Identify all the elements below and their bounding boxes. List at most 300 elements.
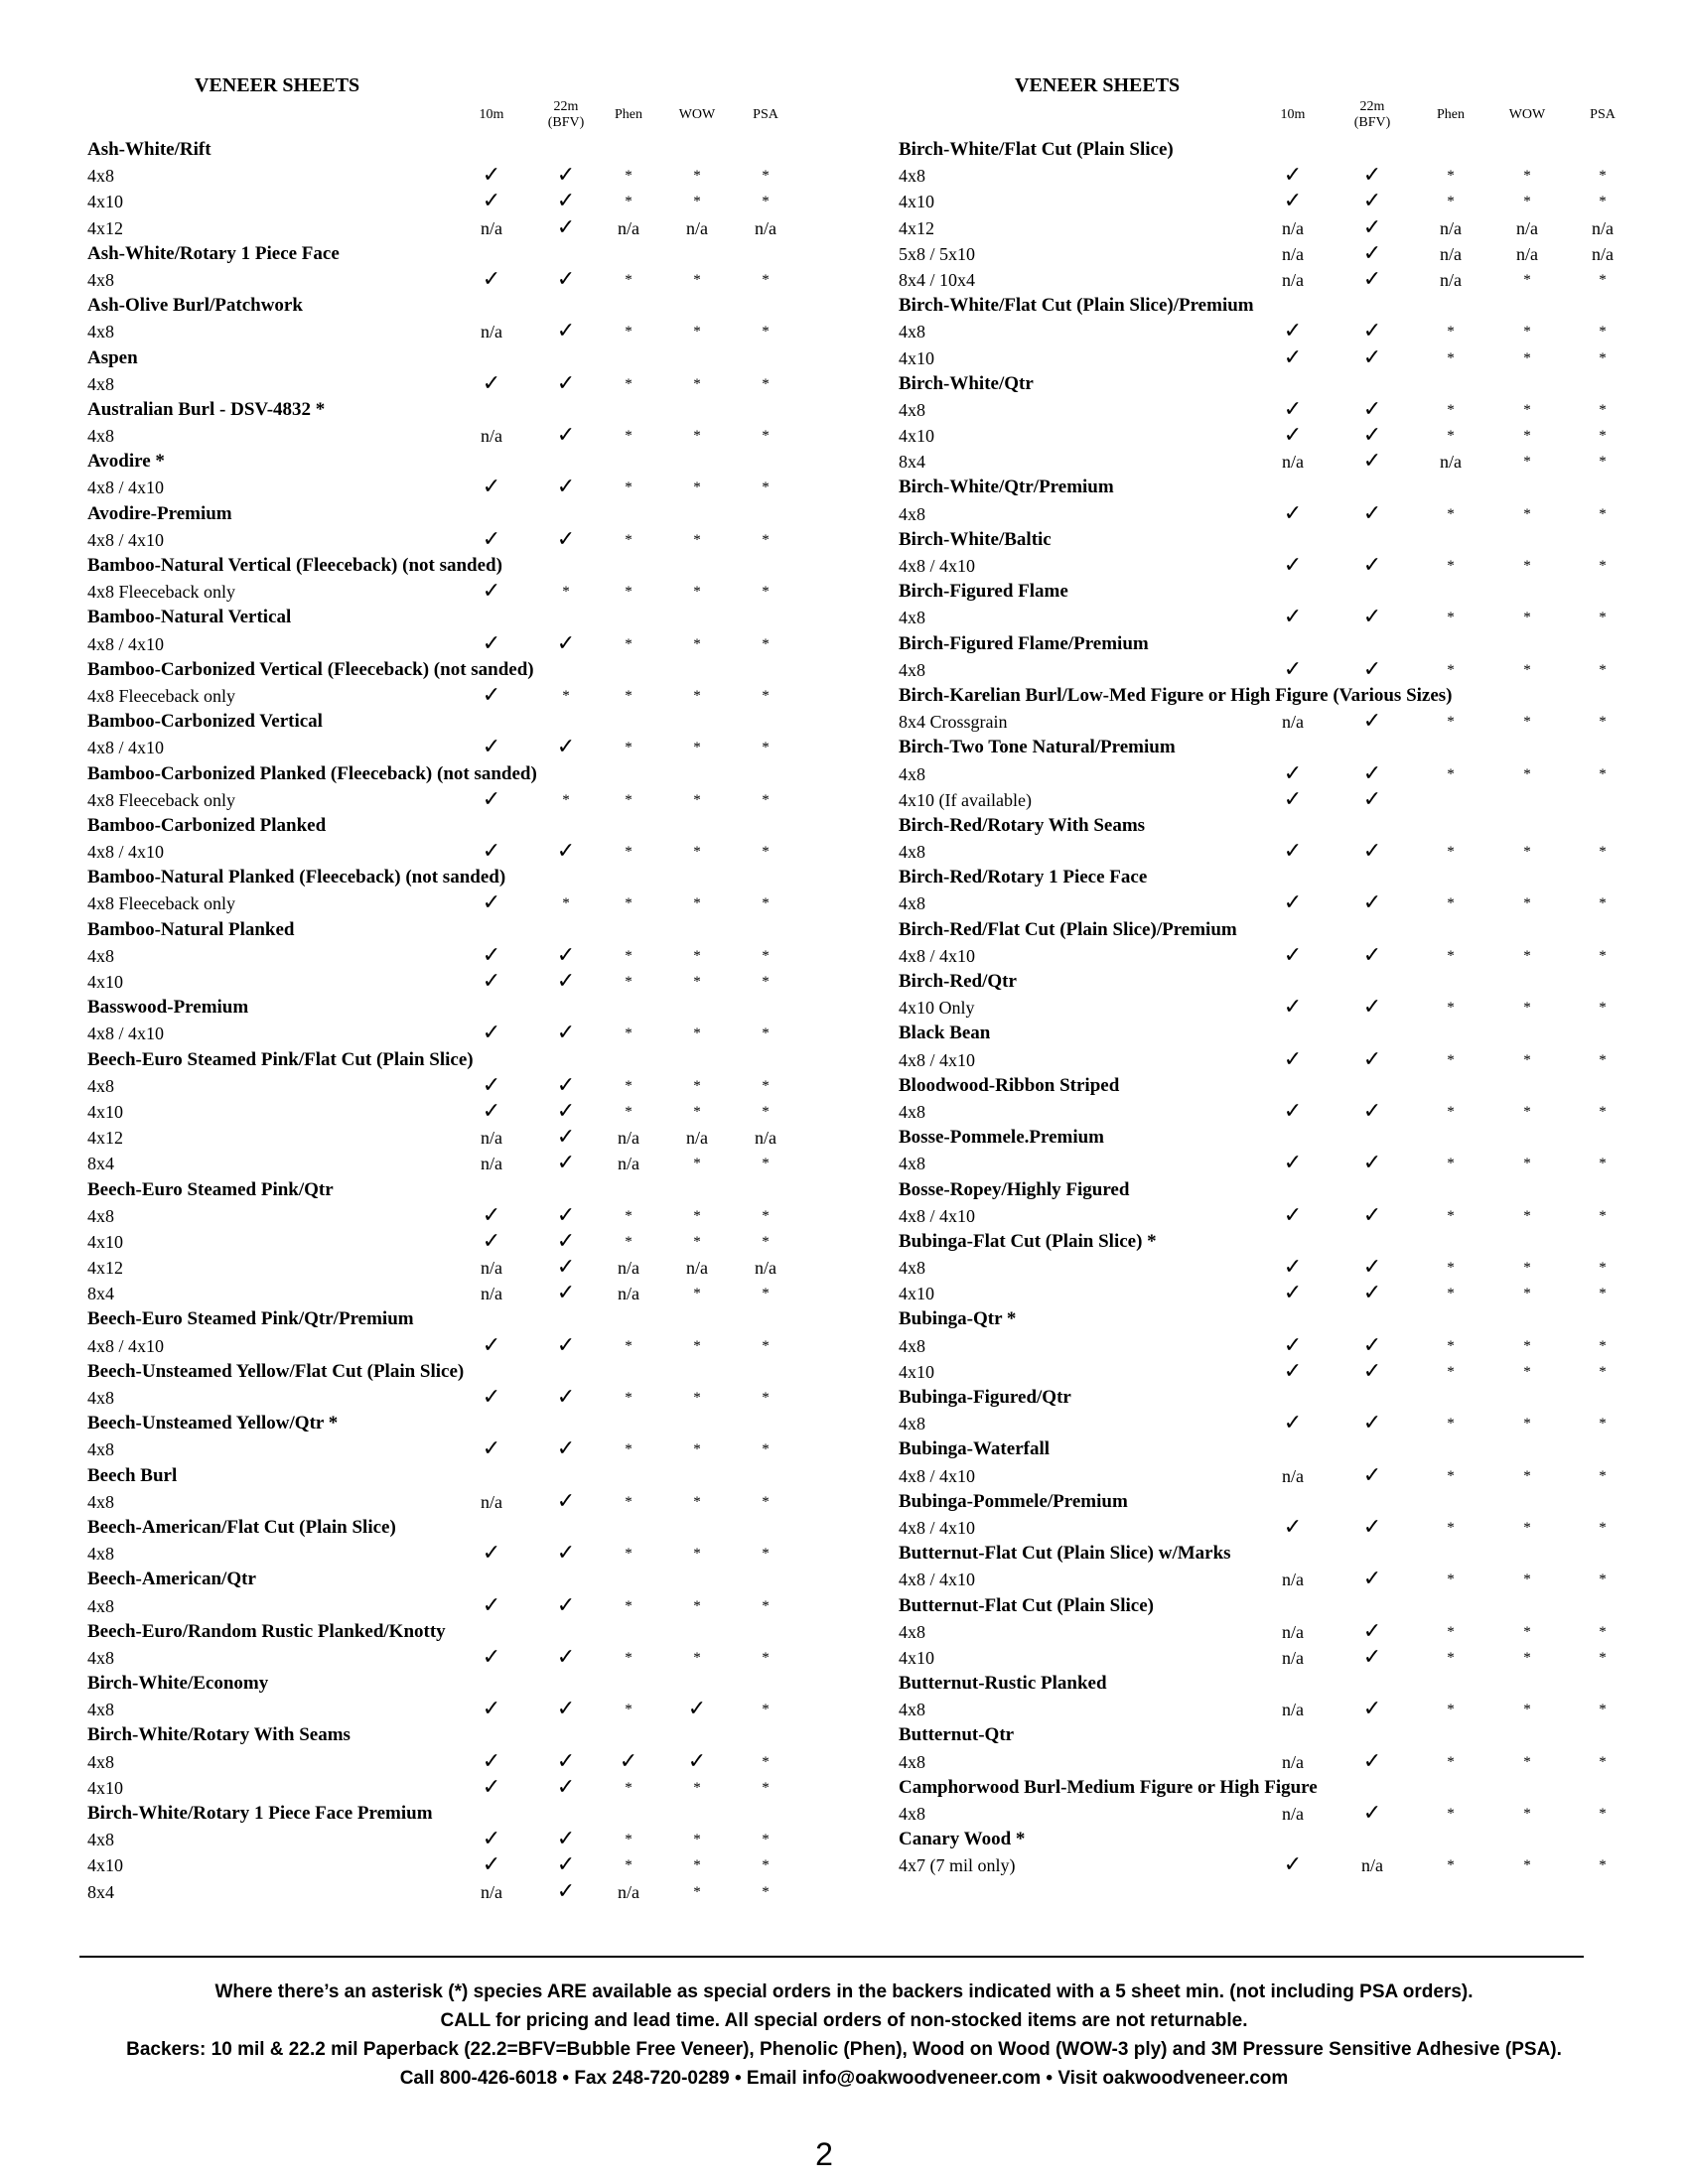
asterisk-mark: *: [1599, 1753, 1607, 1770]
asterisk-mark: *: [1447, 558, 1455, 574]
asterisk-mark: *: [1523, 505, 1531, 522]
checkmark-icon: ✓: [687, 1748, 707, 1774]
checkmark-icon: ✓: [1362, 1514, 1382, 1540]
header-label: 22m: [1359, 99, 1385, 114]
species-name: Birch-Figured Flame: [899, 581, 1068, 603]
asterisk-mark: *: [1447, 1207, 1455, 1224]
sheet-size: 4x10: [87, 1777, 123, 1798]
species-name: Bamboo-Natural Vertical: [87, 607, 292, 628]
size-row: [899, 1333, 1633, 1359]
sheet-size: 4x8: [899, 1700, 925, 1720]
availability-value: n/a: [1361, 1855, 1383, 1876]
species-name: Beech-American/Qtr: [87, 1569, 256, 1590]
checkmark-icon: ✓: [1362, 1255, 1382, 1281]
checkmark-icon: ✓: [482, 370, 501, 396]
checkmark-icon: ✓: [556, 1748, 576, 1774]
size-row: [87, 579, 802, 605]
asterisk-mark: *: [1599, 1623, 1607, 1640]
size-row: [899, 1047, 1633, 1073]
sheet-size: 4x8 / 4x10: [899, 945, 976, 966]
asterisk-mark: *: [693, 428, 701, 445]
species-name: Bosse-Pommele.Premium: [899, 1127, 1105, 1149]
availability-value: n/a: [686, 1128, 708, 1149]
asterisk-mark: *: [693, 1857, 701, 1874]
checkmark-icon: ✓: [1362, 500, 1382, 526]
species-name: Australian Burl - DSV-4832 *: [87, 398, 326, 420]
footer-notes: [40, 1978, 1648, 2093]
sheet-size: 4x8 Fleeceback only: [87, 789, 235, 810]
asterisk-mark: *: [1523, 271, 1531, 288]
size-row: [87, 1852, 802, 1878]
sheet-size: 4x8 / 4x10: [87, 842, 165, 863]
asterisk-mark: *: [1599, 1519, 1607, 1536]
asterisk-mark: *: [1447, 1416, 1455, 1433]
sheet-size: 4x8: [899, 1154, 925, 1174]
asterisk-mark: *: [1447, 1753, 1455, 1770]
asterisk-mark: *: [1523, 947, 1531, 964]
sheet-size: 4x8: [899, 1621, 925, 1642]
asterisk-mark: *: [1447, 505, 1455, 522]
sheet-size: 4x8: [899, 1804, 925, 1824]
availability-value: n/a: [1592, 243, 1614, 264]
size-row: [899, 1281, 1633, 1306]
size-row: [899, 215, 1633, 241]
checkmark-icon: ✓: [1283, 1514, 1303, 1540]
availability-value: n/a: [618, 1128, 639, 1149]
checkmark-icon: ✓: [556, 1852, 576, 1878]
asterisk-mark: *: [625, 1597, 633, 1614]
checkmark-icon: ✓: [556, 319, 576, 344]
sheet-size: 4x8: [899, 1335, 925, 1356]
asterisk-mark: *: [693, 1390, 701, 1406]
checkmark-icon: ✓: [1362, 1748, 1382, 1774]
column-header-cell: [1263, 107, 1323, 123]
asterisk-mark: *: [762, 1103, 770, 1120]
size-row: [87, 1541, 802, 1567]
asterisk-mark: *: [1523, 1649, 1531, 1666]
asterisk-mark: *: [625, 635, 633, 652]
checkmark-icon: ✓: [482, 163, 501, 189]
asterisk-mark: *: [1523, 168, 1531, 185]
asterisk-mark: *: [1599, 1363, 1607, 1380]
size-row: [87, 475, 802, 500]
sheet-size: 5x8 / 5x10: [899, 243, 976, 264]
checkmark-icon: ✓: [556, 1774, 576, 1800]
species-name: Bloodwood-Ribbon Striped: [899, 1074, 1120, 1096]
sheet-size: 4x8: [899, 1414, 925, 1434]
asterisk-mark: *: [693, 531, 701, 548]
sheet-size: 4x12: [87, 1258, 123, 1279]
checkmark-icon: ✓: [1362, 709, 1382, 735]
asterisk-mark: *: [762, 1493, 770, 1510]
size-row: [899, 345, 1633, 371]
species-name: Bamboo-Carbonized Vertical: [87, 711, 323, 733]
checkmark-icon: ✓: [556, 839, 576, 865]
size-row: [87, 1436, 802, 1462]
size-row: [87, 1333, 802, 1359]
checkmark-icon: ✓: [1362, 240, 1382, 266]
asterisk-mark: *: [1523, 1857, 1531, 1874]
asterisk-mark: *: [1599, 1857, 1607, 1874]
asterisk-mark: *: [562, 791, 570, 808]
size-row: [87, 1385, 802, 1411]
sheet-size: 4x8: [87, 426, 114, 447]
species-name: Canary Wood *: [899, 1829, 1026, 1850]
asterisk-mark: *: [1523, 1363, 1531, 1380]
sheet-size: 4x12: [87, 217, 123, 238]
sheet-size: 4x8 / 4x10: [87, 478, 165, 498]
asterisk-mark: *: [693, 1207, 701, 1224]
sheet-size: 4x8: [87, 1700, 114, 1720]
checkmark-icon: ✓: [1283, 1202, 1303, 1228]
sheet-size: 4x8 / 4x10: [899, 1205, 976, 1226]
availability-value: n/a: [481, 1491, 502, 1512]
size-row: [899, 501, 1633, 527]
sheet-size: 4x8: [87, 322, 114, 342]
asterisk-mark: *: [1523, 1156, 1531, 1172]
species-name: Birch-Red/Rotary 1 Piece Face: [899, 867, 1148, 888]
size-row: [87, 1255, 802, 1281]
availability-value: n/a: [1282, 1465, 1304, 1486]
checkmark-icon: ✓: [482, 1748, 501, 1774]
asterisk-mark: *: [625, 1702, 633, 1718]
availability-value: n/a: [1282, 1570, 1304, 1590]
asterisk-mark: *: [1447, 401, 1455, 418]
asterisk-mark: *: [1447, 1103, 1455, 1120]
asterisk-mark: *: [1447, 1519, 1455, 1536]
asterisk-mark: *: [1447, 1467, 1455, 1484]
sheet-size: 4x8: [87, 1595, 114, 1616]
sheet-size: 4x10: [87, 1855, 123, 1876]
asterisk-mark: *: [693, 271, 701, 288]
asterisk-mark: *: [762, 1233, 770, 1250]
species-name: Beech-Euro Steamed Pink/Qtr: [87, 1178, 334, 1200]
size-row: [87, 1593, 802, 1619]
checkmark-icon: ✓: [1283, 189, 1303, 214]
sheet-size: 4x8 / 4x10: [87, 1024, 165, 1044]
asterisk-mark: *: [1599, 428, 1607, 445]
species-list: [899, 137, 1633, 1879]
sheet-size: 4x8: [899, 1101, 925, 1122]
asterisk-mark: *: [693, 194, 701, 210]
sheet-size: 4x10: [899, 1647, 934, 1668]
size-row: [899, 1099, 1633, 1125]
asterisk-mark: *: [762, 531, 770, 548]
sheet-size: 4x12: [899, 217, 934, 238]
checkmark-icon: ✓: [1362, 1151, 1382, 1176]
asterisk-mark: *: [1523, 1753, 1531, 1770]
checkmark-icon: ✓: [482, 786, 501, 812]
checkmark-icon: ✓: [556, 735, 576, 760]
size-row: [899, 943, 1633, 969]
size-row: [899, 1749, 1633, 1775]
asterisk-mark: *: [762, 1779, 770, 1796]
asterisk-mark: *: [1523, 1623, 1531, 1640]
checkmark-icon: ✓: [556, 1697, 576, 1722]
species-name: Butternut-Qtr: [899, 1724, 1015, 1746]
sheet-size: 8x4: [899, 452, 925, 473]
asterisk-mark: *: [693, 1597, 701, 1614]
sheet-size: 4x7 (7 mil only): [899, 1855, 1016, 1876]
availability-value: n/a: [481, 1128, 502, 1149]
asterisk-mark: *: [625, 740, 633, 756]
size-row: [87, 1073, 802, 1099]
availability-value: n/a: [481, 1154, 502, 1174]
asterisk-mark: *: [693, 479, 701, 496]
asterisk-mark: *: [693, 740, 701, 756]
size-row: [899, 1619, 1633, 1645]
sheet-size: 4x8 / 4x10: [87, 529, 165, 550]
asterisk-mark: *: [693, 1441, 701, 1458]
asterisk-mark: *: [1447, 1051, 1455, 1068]
asterisk-mark: *: [762, 1077, 770, 1094]
asterisk-mark: *: [693, 1493, 701, 1510]
asterisk-mark: *: [762, 479, 770, 496]
size-row: [899, 1463, 1633, 1489]
checkmark-icon: ✓: [482, 1852, 501, 1878]
size-row: [899, 423, 1633, 449]
checkmark-icon: ✓: [619, 1748, 638, 1774]
column-header-cell: [1421, 107, 1480, 123]
checkmark-icon: ✓: [482, 682, 501, 708]
asterisk-mark: *: [625, 1103, 633, 1120]
availability-value: n/a: [618, 1258, 639, 1279]
sheet-size: 4x8: [899, 503, 925, 524]
right-column: [899, 71, 1633, 1879]
header-label: PSA: [1590, 107, 1616, 122]
species-name: Beech Burl: [87, 1464, 178, 1486]
asterisk-mark: *: [1599, 349, 1607, 366]
asterisk-mark: *: [693, 168, 701, 185]
asterisk-mark: *: [762, 1649, 770, 1666]
checkmark-icon: ✓: [1362, 319, 1382, 344]
sheet-size: 4x8 / 4x10: [899, 1049, 976, 1070]
asterisk-mark: *: [1599, 1702, 1607, 1718]
sheet-size: 4x10: [87, 1101, 123, 1122]
species-name: Birch-White/Economy: [87, 1673, 269, 1695]
checkmark-icon: ✓: [1362, 1046, 1382, 1072]
checkmark-icon: ✓: [556, 1541, 576, 1567]
checkmark-icon: ✓: [1283, 890, 1303, 916]
footer-note-asterisk: Where there’s an asterisk (*) species ARE available as special orders in the backers indicated with a 5 sheet min. (not including PSA orders).: [214, 1981, 1474, 2002]
availability-value: n/a: [686, 1258, 708, 1279]
availability-value: n/a: [618, 1881, 639, 1902]
asterisk-mark: *: [1599, 714, 1607, 731]
checkmark-icon: ✓: [556, 1644, 576, 1670]
asterisk-mark: *: [762, 1390, 770, 1406]
checkmark-icon: ✓: [1283, 995, 1303, 1021]
availability-value: n/a: [481, 1284, 502, 1304]
size-row: [87, 943, 802, 969]
asterisk-mark: *: [762, 1832, 770, 1848]
sheet-size: 4x12: [87, 1128, 123, 1149]
species-name: Birch-Red/Qtr: [899, 971, 1017, 992]
species-name: Birch-White/Qtr: [899, 372, 1034, 394]
availability-value: n/a: [755, 1128, 776, 1149]
size-row: [899, 189, 1633, 214]
sheet-size: 4x8: [87, 1491, 114, 1512]
checkmark-icon: ✓: [1362, 189, 1382, 214]
checkmark-icon: ✓: [1362, 423, 1382, 449]
asterisk-mark: *: [1599, 1571, 1607, 1588]
checkmark-icon: ✓: [1362, 656, 1382, 682]
size-row: [87, 1749, 802, 1775]
availability-value: n/a: [1440, 217, 1462, 238]
availability-value: n/a: [618, 217, 639, 238]
checkmark-icon: ✓: [1362, 760, 1382, 786]
asterisk-mark: *: [693, 947, 701, 964]
sheet-size: 4x10: [899, 1361, 934, 1382]
checkmark-icon: ✓: [1362, 1644, 1382, 1670]
sheet-size: 4x10: [899, 1284, 934, 1304]
checkmark-icon: ✓: [556, 1255, 576, 1281]
asterisk-mark: *: [762, 687, 770, 704]
asterisk-mark: *: [625, 271, 633, 288]
checkmark-icon: ✓: [1362, 1697, 1382, 1722]
asterisk-mark: *: [1523, 1416, 1531, 1433]
asterisk-mark: *: [762, 1702, 770, 1718]
size-row: [87, 1645, 802, 1671]
checkmark-icon: ✓: [556, 630, 576, 656]
asterisk-mark: *: [625, 531, 633, 548]
checkmark-icon: ✓: [556, 1021, 576, 1046]
asterisk-mark: *: [693, 1025, 701, 1042]
asterisk-mark: *: [693, 895, 701, 912]
column-header-cell: [667, 107, 727, 123]
species-name: Bosse-Ropey/Highly Figured: [899, 1178, 1130, 1200]
sheet-size: 8x4 / 10x4: [899, 269, 976, 290]
size-row: [899, 890, 1633, 916]
asterisk-mark: *: [762, 1207, 770, 1224]
size-row: [87, 163, 802, 189]
size-row: [87, 371, 802, 397]
size-row: [87, 1203, 802, 1229]
checkmark-icon: ✓: [1362, 1098, 1382, 1124]
checkmark-icon: ✓: [556, 163, 576, 189]
asterisk-mark: *: [1523, 1806, 1531, 1822]
asterisk-mark: *: [562, 895, 570, 912]
sheet-size: 4x8 / 4x10: [899, 556, 976, 576]
checkmark-icon: ✓: [1283, 605, 1303, 630]
checkmark-icon: ✓: [1283, 553, 1303, 578]
asterisk-mark: *: [1523, 454, 1531, 471]
header-label: 10m: [1280, 107, 1306, 122]
sheet-size: 4x8: [899, 166, 925, 187]
species-name: Birch-White/Qtr/Premium: [899, 477, 1114, 498]
sheet-size: 4x8 / 4x10: [899, 1465, 976, 1486]
asterisk-mark: *: [1599, 947, 1607, 964]
size-row: [87, 735, 802, 760]
column-header-cell: [536, 99, 596, 131]
species-name: Birch-Figured Flame/Premium: [899, 632, 1149, 654]
size-row: [899, 1359, 1633, 1385]
footer-note-backers: Backers: 10 mil & 22.2 mil Paperback (22.2=BFV=Bubble Free Veneer), Phenolic (Phen), Wood on Wood (WOW-3 ply) and 3M Pressure Sensitive Adhesive (PSA).: [126, 2039, 1562, 2060]
size-row: [87, 1229, 802, 1255]
checkmark-icon: ✓: [1362, 1462, 1382, 1488]
asterisk-mark: *: [1447, 1337, 1455, 1354]
asterisk-mark: *: [762, 635, 770, 652]
checkmark-icon: ✓: [556, 1592, 576, 1618]
species-name: Bamboo-Carbonized Vertical (Fleeceback) (not sanded): [87, 658, 534, 680]
size-row: [899, 163, 1633, 189]
checkmark-icon: ✓: [1283, 163, 1303, 189]
checkmark-icon: ✓: [482, 1774, 501, 1800]
checkmark-icon: ✓: [482, 579, 501, 605]
checkmark-icon: ✓: [556, 370, 576, 396]
checkmark-icon: ✓: [1362, 1281, 1382, 1306]
checkmark-icon: ✓: [1362, 890, 1382, 916]
footer-contact: Call 800-426-6018 • Fax 248-720-0289 • Email info@oakwoodveneer.com • Visit oakwoodveneer.com: [399, 2068, 1289, 2089]
checkmark-icon: ✓: [1362, 1202, 1382, 1228]
asterisk-mark: *: [1599, 1051, 1607, 1068]
asterisk-mark: *: [1599, 1260, 1607, 1277]
checkmark-icon: ✓: [482, 1202, 501, 1228]
footer-note-call: CALL for pricing and lead time. All special orders of non-stocked items are not returnable.: [440, 2010, 1248, 2031]
sheet-size: 4x10: [899, 426, 934, 447]
checkmark-icon: ✓: [556, 1281, 576, 1306]
column-header: [87, 99, 802, 137]
species-name: Basswood-Premium: [87, 997, 249, 1019]
availability-value: n/a: [1282, 1751, 1304, 1772]
size-row: [87, 189, 802, 214]
checkmark-icon: ✓: [1283, 1411, 1303, 1436]
asterisk-mark: *: [625, 1546, 633, 1563]
asterisk-mark: *: [1523, 610, 1531, 626]
availability-value: n/a: [1516, 243, 1538, 264]
checkmark-icon: ✓: [1283, 786, 1303, 812]
size-row: [899, 553, 1633, 579]
availability-value: n/a: [1516, 217, 1538, 238]
asterisk-mark: *: [762, 324, 770, 341]
asterisk-mark: *: [762, 740, 770, 756]
sheet-size: 4x8: [899, 399, 925, 420]
checkmark-icon: ✓: [1283, 423, 1303, 449]
size-row: [87, 839, 802, 865]
checkmark-icon: ✓: [1283, 839, 1303, 865]
sheet-size: 4x8: [87, 1751, 114, 1772]
asterisk-mark: *: [1599, 505, 1607, 522]
size-row: [87, 1489, 802, 1515]
asterisk-mark: *: [1447, 1623, 1455, 1640]
checkmark-icon: ✓: [1362, 344, 1382, 370]
checkmark-icon: ✓: [482, 1697, 501, 1722]
asterisk-mark: *: [1523, 1051, 1531, 1068]
species-name: Bubinga-Waterfall: [899, 1438, 1051, 1460]
sheet-size: 4x8: [899, 1258, 925, 1279]
availability-value: n/a: [1282, 1700, 1304, 1720]
checkmark-icon: ✓: [482, 839, 501, 865]
sheet-size: 4x10: [899, 192, 934, 212]
sheet-size: 4x8 / 4x10: [87, 738, 165, 758]
asterisk-mark: *: [625, 791, 633, 808]
asterisk-mark: *: [693, 635, 701, 652]
checkmark-icon: ✓: [1283, 344, 1303, 370]
species-name: Bamboo-Carbonized Planked (Fleeceback) (not sanded): [87, 762, 537, 784]
header-label: Phen: [615, 107, 642, 122]
asterisk-mark: *: [1523, 1286, 1531, 1302]
sheet-size: 4x8: [87, 1647, 114, 1668]
sheet-size: 8x4: [87, 1154, 114, 1174]
availability-value: n/a: [1282, 1647, 1304, 1668]
checkmark-icon: ✓: [482, 1021, 501, 1046]
asterisk-mark: *: [1523, 895, 1531, 912]
asterisk-mark: *: [693, 1779, 701, 1796]
sheet-size: 4x10: [87, 972, 123, 992]
size-row: [899, 995, 1633, 1021]
checkmark-icon: ✓: [1283, 1046, 1303, 1072]
checkmark-icon: ✓: [1283, 656, 1303, 682]
column-header-cell: [1573, 107, 1632, 123]
